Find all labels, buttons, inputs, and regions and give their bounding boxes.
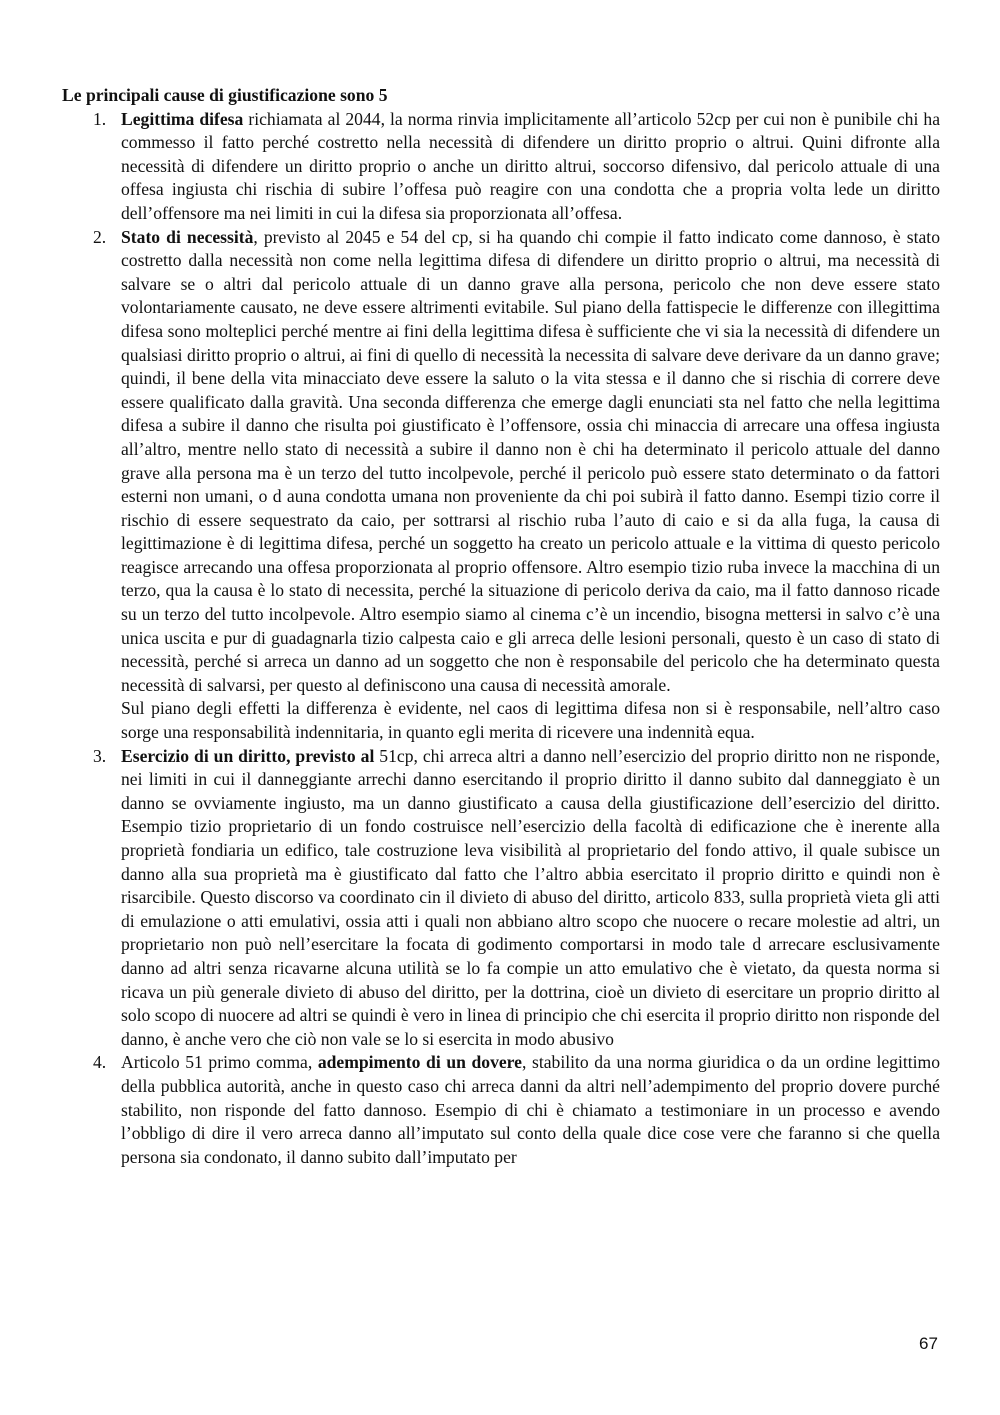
list-item-number: 2. [93,226,107,247]
list-item-extra-paragraph: Sul piano degli effetti la differenza è evidente, nel caos di legittima difesa non si è responsabile, nell’altro caso sorge una responsabilità indennitaria, in quanto egli merita di ricevere una indennità equa. [121,698,940,743]
list-item-text [121,226,940,698]
list-item-bold-term: Legittima difesa [121,108,244,129]
page-content [62,84,940,1169]
list-item-prefix: Articolo 51 primo comma, [121,1052,318,1073]
list-item-esercizio-di-un-diritto [62,745,940,1052]
list-item-bold-term: adempimento di un dovere [317,1052,522,1073]
list-item-body: , previsto al 2045 e 54 del cp, si ha quando chi compie il fatto indicato come dannoso, è stato costretto dalla necessità non come nella legittima difesa di difendere un diritto proprio o altrui, ma necessità di salvare se o altri dal pericolo attuale di un danno grave alla persona, pericolo che non deve essere stato volontariamente causato, ne deve essere altrimenti evitabile. Sul piano della fattispecie le differenze con illegittima difesa sono molteplici perché mentre ai fini della legittima difesa è sufficiente che vi sia la necessità di difendere un qualsiasi diritto proprio o altrui, ai fini di quello di necessità la necessita di salvare deve derivare da un danno grave; quindi, il bene della vita minacciato deve essere la saluto o la vita stessa e il danno che si rischia di correre deve essere qualificato dalla gravità. Una seconda differenza che emerge dagli enunciati sta nel fatto che nella legittima difesa a subire il danno che risulta poi giustificato è l’offensore, ossia chi minaccia di arrecare una offesa ingiusta all’altro, mentre nello stato di necessità a subire il danno non è chi ha determinato il pericolo attuale del danno grave alla persona ma è un terzo del tutto incolpevole, perché il pericolo può essere stato determinato o da fattori esterni non umani, o d auna condotta umana non proveniente da chi poi subirà il fatto danno. Esempi tizio corre il rischio di essere sequestrato da caio, per sottrarsi al rischio ruba l’auto di caio e si da alla fuga, la causa di legittimazione è di legittima difesa, perché un soggetto ha creato un pericolo attuale e la vittima di questo pericolo reagisce arrecando una offesa proporzionata al proprio offensore. Altro esempio tizio ruba invece la macchina di un terzo, qua la causa è lo stato di necessita, perché la situazione di pericolo deriva da caio, ma il fatto dannoso ricade su un terzo del tutto incolpevole. Altro esempio siamo al cinema c’è un incendio, bisogna mettersi in salvo c’è una unica uscita e pur di guadagnarla tizio calpesta caio e gli arreca delle lesioni personali, questo è un caso di stato di necessità, perché si arreca un danno ad un soggetto che non è responsabile del pericolo che ha determinato questa necessità di salvarsi, per questo al definiscono una causa di necessità amorale. [121,226,940,695]
list-item-number: 1. [93,108,107,129]
list-item-text [121,745,940,1052]
list-item-body: richiamata al 2044, la norma rinvia implicitamente all’articolo 52cp per cui non è punibile chi ha commesso il fatto perché costretto nella necessità di difendere un diritto proprio o altrui. Quini difronte alla necessità di difendere un diritto proprio o anche un diritto altrui, soccorso difensivo, dal pericolo attuale di una offesa ingiusta chi rischia di subire l’offesa può reagire con una condotta che a propria volta lede un diritto dell’offensore ma nei limiti in cui la difesa sia proporzionata all’offesa. [121,108,941,223]
list-item-stato-di-necessita [62,226,940,745]
list-item-number: 4. [93,1052,107,1073]
list-item-bold-term: Esercizio di un diritto, previsto al [121,745,375,766]
list-item-text [121,108,940,226]
list-item-body: , stabilito da una norma giuridica o da un ordine legittimo della pubblica autorità, anche in questo caso chi arreca danni da altri nell’adempimento del proprio dovere purché stabilito, non risponde del fatto dannoso. Esempio di chi è chiamato a testimoniare in un processo e avendo l’obbligo di dire il vero arreca danno all’imputato sul conto della quale dice cose vere che faranno si che quella persona sia condonato, il danno subito dall’imputato per [121,1052,941,1167]
list-item-adempimento-di-un-dovere [62,1051,940,1169]
list-item-bold-term: Stato di necessità [121,226,254,247]
list-item-text [121,1051,940,1169]
page-number: 67 [919,1334,938,1353]
list-item-body: 51cp, chi arreca altri a danno nell’esercizio del proprio diritto non ne risponde, nei limiti in cui il danneggiante arrechi danno esercitando il proprio diritto il danno subito dal danneggiato è un danno se ovviamente ingiusto, ma un danno giustificato a causa della giustificazione dell’esercizio del diritto. Esempio tizio proprietario di un fondo costruisce nell’esercizio della facoltà di edificazione che è inerente alla proprietà fondiaria un edifico, tale costruzione leva visibilità al proprietario del fondo attivo, il quale subisce un danno alla sua proprietà ma è giustificato dal fatto che l’altro abbia esercitato il proprio diritto e quindi non è risarcibile. Questo discorso va coordinato cin il divieto di abuso del diritto, articolo 833, sulla proprietà vieta gli atti di emulazione o atti emulativi, ossia atti i quali non abbiano altro scopo che nuocere o recare molestie ad altri, un proprietario non può nell’esercitare la focata di godimento comportarsi in modo tale d arrecare esclusivamente danno ad altri senza ricavarne alcuna utilità se lo fa compie un atto emulativo che è vietato, da questa norma si ricava un più generale divieto di abuso del diritto, per la dottrina, cioè un divieto di esercitare un proprio diritto al solo scopo di nuocere ad altri se quindi è vero in linea di principio che chi esercita il proprio diritto non risponde del danno, è anche vero che ciò non vale se lo si esercita in modo abusivo [121,745,940,1049]
list-item-number: 3. [93,745,107,766]
list-item-legittima-difesa [62,108,940,226]
section-heading: Le principali cause di giustificazione sono 5 [62,85,388,105]
causes-list [62,108,940,1170]
